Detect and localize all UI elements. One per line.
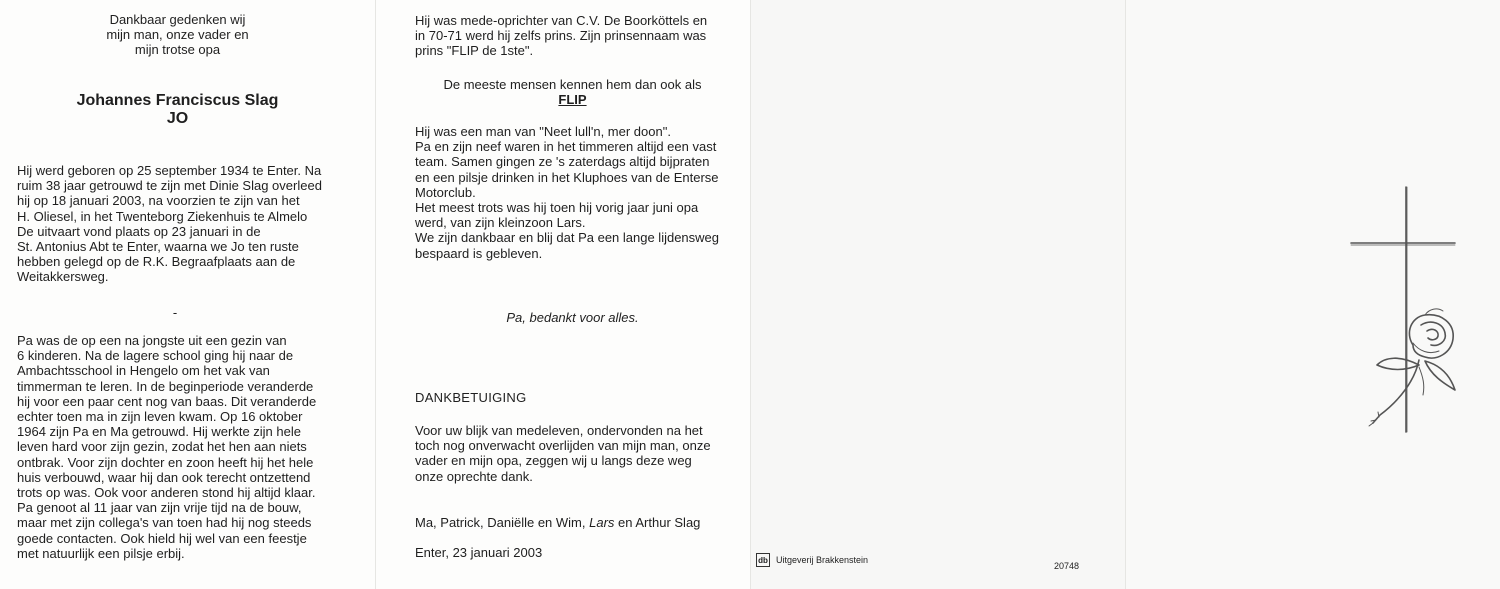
fold-line (1125, 0, 1126, 589)
life-line: Pa was de op een na jongste uit een gezin van (17, 333, 287, 348)
deceased-name (0, 92, 355, 128)
life-paragraph (17, 333, 316, 561)
thanks-line: Pa, bedankt voor alles. (506, 310, 639, 325)
family-lars: Lars (589, 515, 615, 530)
character-line: Het meest trots was hij toen hij vorig jaar juni opa (415, 200, 699, 216)
life-line: leven hard voor zijn gezin, zodat het hen aan niets (17, 439, 307, 455)
fold-line (750, 0, 751, 589)
character-line: bespaard is gebleven. (415, 245, 543, 261)
rose-petal-lower (1413, 343, 1439, 353)
bio-line: Hij werd geboren op 25 september 1934 te Enter. Na (17, 163, 322, 178)
character-line: Motorclub. (415, 184, 476, 200)
full-name: Johannes Franciscus Slag (76, 92, 279, 109)
life-line: met natuurlijk een pilsje erbij. (17, 545, 185, 561)
life-line: hij voor een paar cent nog van baas. Dit veranderde (17, 393, 317, 409)
gratitude-line: onze oprechte dank. (415, 468, 533, 484)
life-line: timmerman te leren. In de beginperiode veranderde (17, 378, 314, 394)
rose-leaf-left (1377, 358, 1419, 369)
gratitude-paragraph (415, 423, 711, 484)
life-line: huis verbouwd, waar hij dan ook terecht ontzettend (17, 469, 311, 485)
publisher-imprint (756, 553, 868, 567)
character-line: werd, van zijn kleinzoon Lars. (415, 215, 586, 231)
rose-leaf-right (1425, 361, 1455, 390)
life-line: 1964 zijn Pa en Ma getrouwd. Hij werkte zijn hele (17, 424, 301, 440)
life-line: ontbrak. Voor zijn dochter en zoon heeft hij het hele (17, 454, 314, 470)
character-line: Hij was een man van "Neet lull'n, mer doon". (415, 124, 671, 139)
bio-line: ruim 38 jaar getrouwd te zijn met Dinie Slag overleed (17, 178, 322, 194)
card-panel-back (750, 0, 1125, 589)
nickname-block (415, 77, 730, 107)
life-line: echter toen ma in zijn leven kwam. Op 16 oktober (17, 409, 303, 425)
bio-line: H. Oliesel, in het Twenteborg Ziekenhuis te Almelo (17, 208, 308, 224)
life-line: 6 kinderen. Na de lagere school ging hij naar de (17, 348, 294, 364)
rose-petal-inner (1421, 322, 1445, 345)
character-line: team. Samen gingen ze 's zaterdags altijd bijpraten (415, 154, 710, 170)
family-prefix: Ma, Patrick, Daniëlle en Wim, (415, 515, 590, 530)
publisher-name: Uitgeverij Brakkenstein (776, 555, 869, 565)
intro-line: Dankbaar gedenken wij (109, 12, 246, 27)
bio-paragraph (17, 163, 322, 285)
carnival-line: prins "FLIP de 1ste". (415, 43, 534, 59)
carnival-line: Hij was mede-oprichter van C.V. De Boorköttels en (415, 13, 708, 28)
place-date: Enter, 23 januari 2003 (415, 545, 543, 560)
intro-text (0, 12, 355, 58)
life-line: Pa genoot al 11 jaar van zijn vrije tijd na de bouw, (17, 500, 302, 516)
rose-sepal (1419, 367, 1424, 395)
character-paragraph (415, 124, 719, 261)
bio-line: St. Antonius Abt te Enter, waarna we Jo ten ruste (17, 239, 299, 255)
gratitude-title: DANKBETUIGING (415, 390, 527, 405)
intro-line: mijn trotse opa (134, 42, 221, 58)
carnival-paragraph (415, 13, 707, 59)
bio-line: De uitvaart vond plaats op 23 januari in de (17, 223, 261, 239)
carnival-line: in 70-71 werd hij zelfs prins. Zijn prinsennaam was (415, 28, 707, 44)
rose-bloom-outline (1409, 315, 1453, 358)
bio-line: hij op 18 januari 2003, na voorzien te zijn van het (17, 193, 300, 209)
cross-with-rose-icon (1345, 185, 1460, 435)
fold-line (375, 0, 376, 589)
life-line: Ambachtsschool in Hengelo om het vak van (17, 363, 270, 379)
publisher-logo-icon: db (756, 553, 770, 567)
life-line: trots op was. Ook voor anderen stond hij altijd klaar. (17, 485, 316, 501)
life-line: goede contacten. Ook hield hij wel van een feestje (17, 530, 307, 546)
character-line: Pa en zijn neef waren in het timmeren altijd een vast (415, 139, 717, 155)
print-code: 20748 (1054, 561, 1080, 571)
character-line: We zijn dankbaar en blij dat Pa een lange lijdensweg (415, 230, 720, 246)
known-as-line: De meeste mensen kennen hem dan ook als (443, 77, 702, 92)
rose-petal-center (1427, 329, 1438, 339)
section-divider: - (172, 305, 178, 320)
family-signature (415, 515, 700, 530)
intro-line: mijn man, onze vader en (106, 27, 249, 43)
nickname: FLIP (558, 92, 587, 108)
bio-line: Weitakkersweg. (17, 269, 109, 285)
gratitude-line: toch nog onverwacht overlijden van mijn man, onze (415, 438, 711, 454)
gratitude-line: Voor uw blijk van medeleven, ondervonden na het (415, 423, 703, 438)
card-panel-left (0, 0, 375, 589)
gratitude-line: vader en mijn opa, zeggen wij u langs deze weg (415, 453, 692, 469)
character-line: en een pilsje drinken in het Kluphoes van de Enterse (415, 169, 719, 185)
short-name: JO (166, 110, 189, 127)
bio-line: hebben gelegd op de R.K. Begraafplaats aan de (17, 254, 296, 270)
life-line: maar met zijn collega's van toen had hij nog steeds (17, 515, 312, 531)
family-suffix: en Arthur Slag (614, 515, 701, 530)
